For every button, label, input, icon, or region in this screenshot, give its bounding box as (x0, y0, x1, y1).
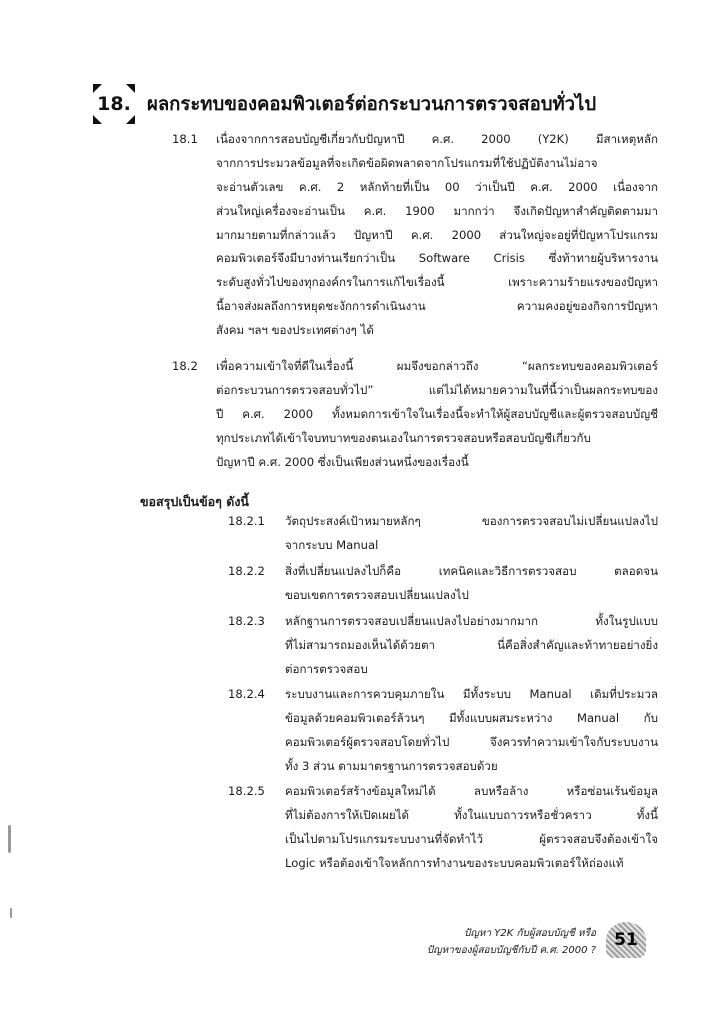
paragraph-line: คอมพิวเตอร์จึงมีบางท่านเรียกว่าเป็น Software Crisis ซึ่งท้าทายผู้บริหารงาน (216, 251, 658, 266)
paragraph-line: ทุกประเภทได้เข้าใจบทบาทของตนเองในการตรวจสอบหรือสอบบัญชีเกี่ยวกับ (216, 430, 591, 445)
item-line: คอมพิวเตอร์สร้างข้อมูลใหม่ได้ ลบหรือล้าง หรือซ่อนเร้นข้อมูล (285, 784, 658, 798)
item-line: ที่ไม่สามารถมองเห็นได้ด้วยตา นี่คือสิ่งสำคัญและท้าทายอย่างยิ่ง (285, 637, 658, 652)
list-item-18-2-1 (228, 510, 658, 558)
item-number: 18.2.2 (228, 564, 265, 578)
running-footer (427, 925, 596, 959)
scan-mark (8, 825, 11, 853)
item-number: 18.2.1 (228, 514, 265, 528)
item-line: Logic หรือต้องเข้าใจหลักการทำงานของระบบคอมพิวเตอร์ให้ถ่องแท้ (285, 855, 624, 870)
item-line: คอมพิวเตอร์ผู้ตรวจสอบโดยทั่วไป จึงควรทำความเข้าใจกับระบบงาน (285, 734, 658, 749)
item-line: ข้อมูลด้วยคอมพิวเตอร์ล้วนๆ มีทั้งแบบผสมระหว่าง Manual กับ (285, 710, 658, 725)
item-line: ที่ไม่ต้องการให้เปิดเผยได้ ทั้งในแบบถาวรหรือชั่วคราว ทั้งนี้ (285, 807, 658, 822)
item-line: หลักฐานการตรวจสอบเปลี่ยนแปลงไปอย่างมากมาก ทั้งในรูปแบบ (285, 614, 658, 628)
paragraph-number: 18.1 (172, 132, 198, 146)
item-line: เป็นไปตามโปรแกรมระบบงานที่จัดทำไว้ ผู้ตรวจสอบจึงต้องเข้าใจ (285, 831, 658, 846)
paragraph-line: นี้อาจส่งผลถึงการหยุดชะงักการดำเนินงาน ความคงอยู่ของกิจการปัญหา (216, 299, 658, 314)
item-number: 18.2.3 (228, 614, 265, 628)
item-line: ขอบเขตการตรวจสอบเปลี่ยนแปลงไป (285, 587, 469, 602)
section-heading (93, 84, 596, 124)
heading-number-box (93, 84, 135, 124)
paragraph-line: เพื่อความเข้าใจที่ดีในเรื่องนี้ ผมจึงขอกล่าวถึง “ผลกระทบของคอมพิวเตอร์ (216, 359, 658, 373)
summary-title: ขอสรุปเป็นข้อๆ ดังนี้ (140, 494, 249, 509)
page-number: 51 (614, 930, 638, 950)
paragraph-line: จะอ่านตัวเลข ค.ศ. 2 หลักท้ายที่เป็น 00 ว่าเป็นปี ค.ศ. 2000 เนื่องจาก (216, 179, 658, 194)
paragraph-line: มากมายตามที่กล่าวแล้ว ปัญหาปี ค.ศ. 2000 ส่วนใหญ่จะอยู่ที่ปัญหาโปรแกรม (216, 227, 658, 242)
paragraph-line: ปี ค.ศ. 2000 ทั้งหมดการเข้าใจในเรื่องนี้จะทำให้ผู้สอบบัญชีและผู้ตรวจสอบบัญชี (216, 406, 658, 421)
footer-line: ปัญหา Y2K กับผู้สอบบัญชี หรือ (464, 928, 596, 939)
item-line: วัตถุประสงค์เป้าหมายหลักๆ ของการตรวจสอบไม่เปลี่ยนแปลงไป (285, 514, 658, 528)
item-number: 18.2.4 (228, 687, 265, 701)
page-number-badge (600, 920, 652, 960)
paragraph-line: ต่อกระบวนการตรวจสอบทั่วไป” แต่ไม่ได้หมายความในที่นี้ว่าเป็นผลกระทบของ (216, 382, 658, 397)
paragraph-line: ระดับสูงทั่วไปของทุกองค์กรในการแก้ไขเรื่องนี้ เพราะความร้ายแรงของปัญหา (216, 275, 658, 290)
list-item-18-2-3 (228, 610, 658, 682)
paragraph-line: สังคม ฯลฯ ของประเทศต่างๆ ได้ (216, 323, 374, 338)
paragraph-number: 18.2 (172, 359, 198, 373)
paragraph-line: จากการประมวลข้อมูลที่จะเกิดข้อผิดพลาดจากโปรแกรมที่ใช้ปฏิบัติงานไม่อาจ (216, 155, 598, 170)
item-number: 18.2.5 (228, 784, 265, 798)
paragraph-line: ส่วนใหญ่เครื่องจะอ่านเป็น ค.ศ. 1900 มากกว่า จึงเกิดปัญหาสำคัญติดตามมา (216, 203, 658, 218)
heading-number: 18. (97, 93, 131, 115)
item-line: จากระบบ Manual (285, 537, 379, 552)
paragraph-line: เนื่องจากการสอบบัญชีเกี่ยวกับปัญหาปี ค.ศ. 2000 (Y2K) มีสาเหตุหลัก (216, 132, 658, 146)
paragraph-18-2 (172, 355, 658, 474)
paragraph-18-1 (172, 128, 658, 343)
list-item-18-2-2 (228, 560, 658, 608)
paragraph-line: ปัญหาปี ค.ศ. 2000 ซึ่งเป็นเพียงส่วนหนึ่งของเรื่องนี้ (216, 454, 469, 469)
footer-line: ปัญหาของผู้สอบบัญชีกับปี ค.ศ. 2000 ? (426, 945, 596, 956)
item-line: ระบบงานและการควบคุมภายใน มีทั้งระบบ Manual เดิมที่ประมวล (285, 687, 658, 701)
item-line: สิ่งที่เปลี่ยนแปลงไปก็คือ เทคนิคและวิธีการตรวจสอบ ตลอดจน (285, 564, 658, 578)
scan-mark (10, 908, 12, 918)
heading-title: ผลกระทบของคอมพิวเตอร์ต่อกระบวนการตรวจสอบทั่วไป (147, 93, 597, 115)
list-item-18-2-4 (228, 683, 658, 779)
item-line: ทั้ง 3 ส่วน ตามมาตรฐานการตรวจสอบด้วย (285, 758, 498, 773)
list-item-18-2-5 (228, 780, 658, 876)
item-line: ต่อการตรวจสอบ (285, 661, 368, 676)
